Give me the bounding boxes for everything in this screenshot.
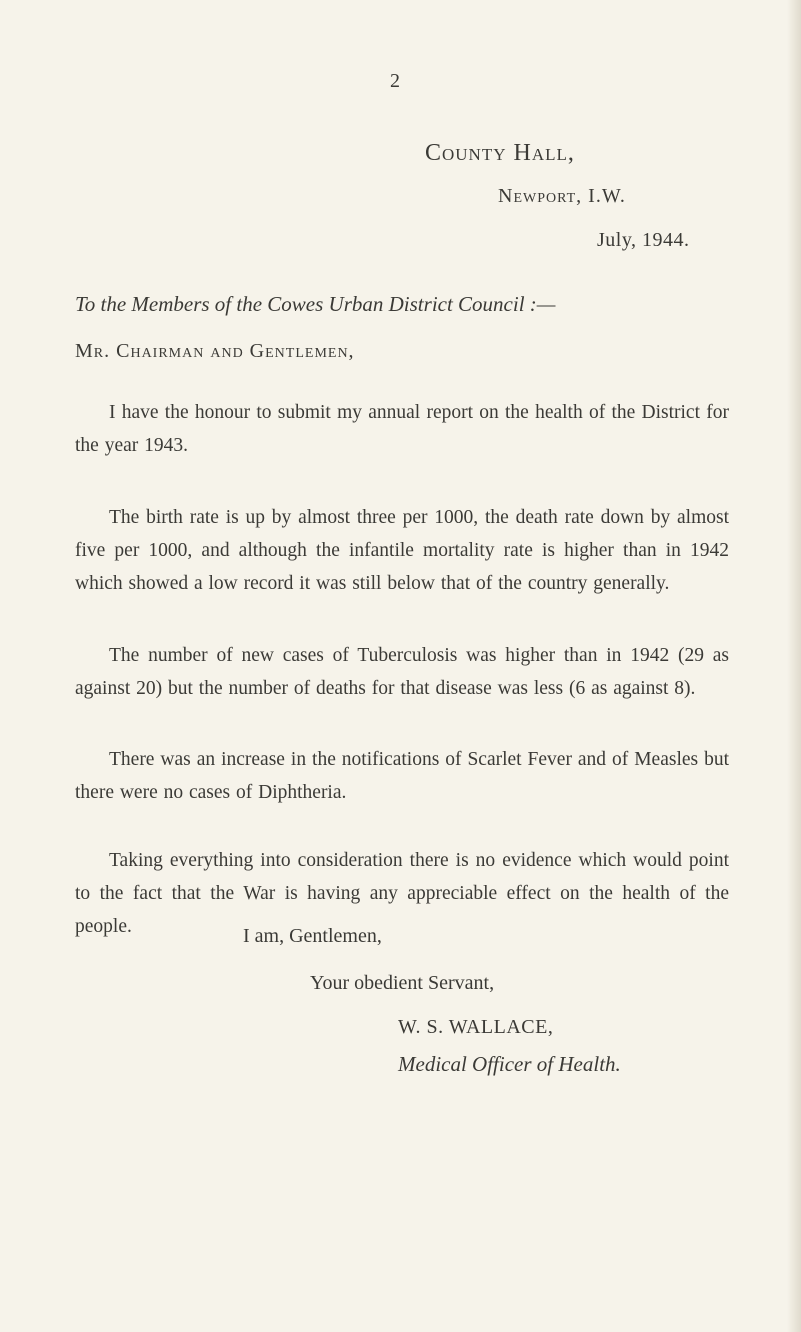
page-number: 2 (390, 70, 400, 92)
salutation: Mr. Chairman and Gentlemen, (75, 340, 355, 362)
paragraph-notifications: There was an increase in the notifications of Scarlet Fever and of Measles but there were no cases of Diphtheria. (75, 748, 729, 803)
signature-title: Medical Officer of Health. (398, 1052, 621, 1076)
closing-line-1: I am, Gentlemen, (243, 925, 382, 947)
address-line-2: Newport, I.W. (498, 185, 626, 207)
signature-name: W. S. WALLACE, (398, 1016, 554, 1038)
paragraph-report-intro: I have the honour to submit my annual report on the health of the District for the year 1943. (75, 401, 729, 456)
addressee-line: To the Members of the Cowes Urban District Council :— (75, 292, 556, 316)
letter-date: July, 1944. (597, 229, 690, 251)
paragraph-birth-death-rates: The birth rate is up by almost three per 1000, the death rate down by almost five per 1000, and although the infantile mortality rate is higher than in 1942 which showed a low record it was still below that of the country generally. (75, 506, 729, 594)
closing-line-2: Your obedient Servant, (310, 972, 495, 994)
paragraph-conclusion: Taking everything into consideration there is no evidence which would point to the fact that the War is having any appreciable effect on the health of the people. (75, 849, 729, 937)
paragraph-tuberculosis: The number of new cases of Tuberculosis was higher than in 1942 (29 as against 20) but the number of deaths for that disease was less (6 as against 8). (75, 644, 729, 699)
address-line-1: County Hall, (425, 140, 575, 166)
page-edge-shadow (787, 0, 801, 1332)
